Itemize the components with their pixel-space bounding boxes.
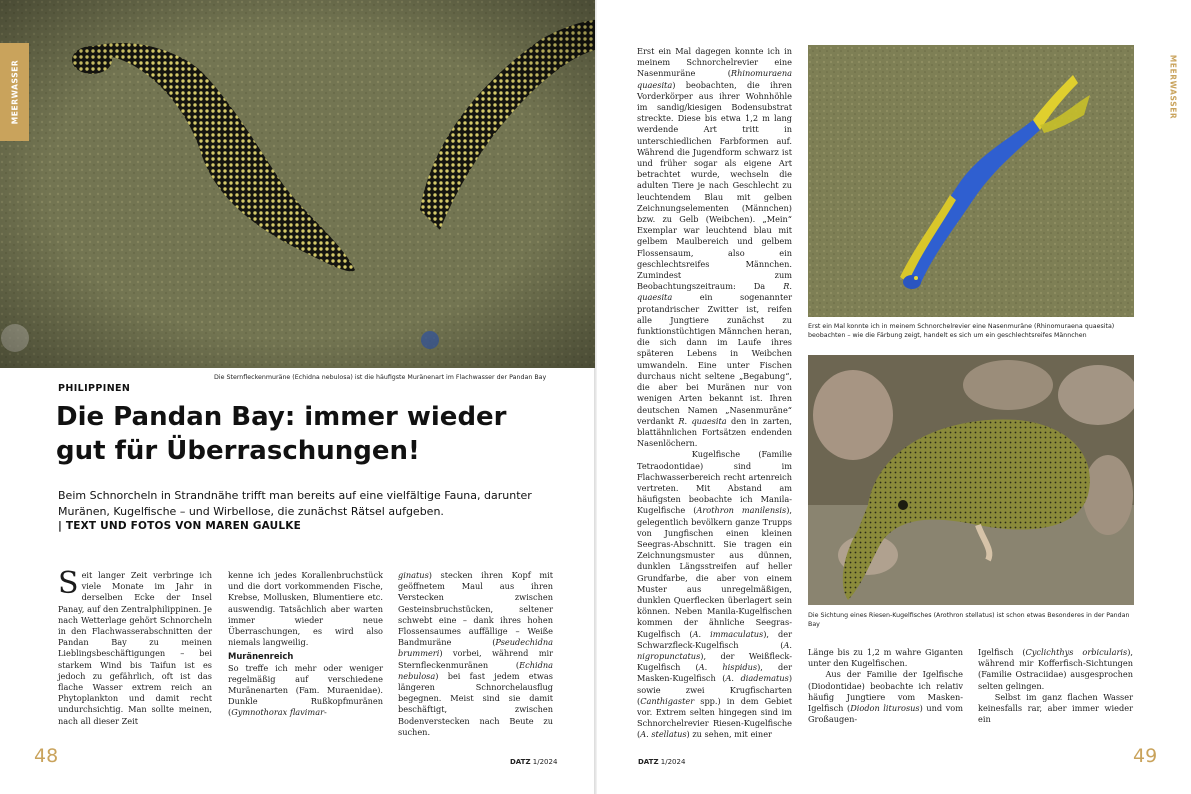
section-tab-right-label: MEERWASSER <box>1168 54 1178 120</box>
folio-left-issue: 1/2024 <box>532 758 558 766</box>
moray-photo <box>0 0 595 368</box>
article-lead: Beim Schnorcheln in Strandnähe trifft man bereits auf eine vielfältige Fauna, darunter Muränen, Kugelfische – und Wirbellose, die zunächst Rätsel aufgeben. <box>58 489 532 518</box>
folio-left <box>510 758 557 766</box>
folio-right <box>638 758 685 766</box>
article-byline: | TEXT UND FOTOS VON MAREN GAULKE <box>58 520 301 532</box>
ribbon-eel-caption: Erst ein Mal konnte ich in meinem Schnorchelrevier eine Nasenmuräne (Rhinomuraena quaesita) beobachten – wie die Färbung zeigt, handelt es sich um ein geschlechtsreifes Männchen <box>808 323 1115 339</box>
page-number-right: 49 <box>1133 745 1158 767</box>
pufferfish-photo <box>808 355 1134 605</box>
moray-caption: Die Sternfleckenmuräne (Echidna nebulosa) ist die häufigste Muränenart im Flachwasser der Pandan Bay <box>214 374 547 381</box>
drop-cap: S <box>58 566 79 601</box>
folio-right-mag: DATZ <box>638 758 659 766</box>
title-line-2: gut für Überraschungen! <box>56 436 420 466</box>
article-title <box>56 400 556 468</box>
section-tab-label: MEERWASSER <box>10 59 19 125</box>
section-tab-right <box>1165 52 1181 122</box>
body-column-3: ginatus) stecken ihren Kopf mit geöffnetem Maul aus ihren Verstecken zwischen Gesteinsbruchstücken, seltener schwebt eine – dank ihres hohen Flossensaumes auffällige – Weiße Bandmuräne (Pseudechidna brummeri) vorbei, während mir Sternfleckenmuränen (Echidna nebulosa) bei fast jedem etwas längeren Schnorchelausflug begegnen. Meist sind sie damit beschäftigt, zwischen Bodenverstecken nach Beute zu suchen. <box>398 570 553 737</box>
body-column-4: Erst ein Mal dagegen konnte ich in meinem Schnorchelrevier eine Nasenmuräne (Rhinomuraena quaesita) beobachten, die ihren Vorderkörper aus ihrer Wohnhöhle im sandig/kiesigen Bodensubstrat streckte. Diese bis etwa 1,2 m lang werdende Art tritt in unterschiedlichen Farbformen auf. Während die Jugendform schwarz ist und früher sogar als eigene Art betrachtet wurde, wechseln die adulten Tiere je nach Geschlecht zu leuchtendem Blau mit gelben Zeichnungselementen (Männchen) bzw. zu Gelb (Weibchen). „Mein“ Exemplar war leuchtend blau mit gelbem Maulbereich und gelbem Flossensaum, also ein geschlechtsreifes Männchen. Zumindest zum Beobachtungszeitraum: Da R. quaesita ein sogenannter protandrischer Zwitter ist, reifen alle Jungtiere zunächst zu funktionstüchtigen Männchen heran, die sich dann im Laufe ihres späteren Lebens in Weibchen umwandeln. Eine unter Fischen durchaus nicht seltene „Begabung“, die aber bei Muränen nur von wenigen Arten bekannt ist. Ihren deutschen Namen „Nasenmuräne“ verdankt R. quaesita den in zarten, blattähnlichen Fortsätzen endenden Nasenlöchern. Kugelfische (Familie Tetraodontidae) sind im Flachwasserbereich recht artenreich vertreten. Mit Abstand am häufigsten beobachte ich Manila-Kugelfische (Arothron manilensis), gelegentlich bevölkern ganze Trupps von Jungfischen einen kleinen Seegras-Abschnitt. Sie tragen ein Zeichnungsmuster aus dünnen, dunklen Längsstreifen auf heller Grundfarbe, die aber von einem Muster aus unregelmäßigen, dunklen Querflecken überlagert sein können. Neben Manila-Kugelfischen kommen der ähnliche Seegras-Kugelfisch (A. immaculatus), der Schwarzfleck-Kugelfisch (A. nigropunctatus), der Weißfleck-Kugelfisch (A. hispidus), der Masken-Kugelfisch (A. diadematus) sowie zwei Krugfischarten (Canthigaster spp.) in dem Gebiet vor. Extrem selten hingegen sind im Schnorchelrevier Riesen-Kugelfische (A. stellatus) zu sehen, mit einer <box>637 46 793 740</box>
body-column-1: Seit langer Zeit verbringe ich viele Monate im Jahr in derselben Ecke der Insel Panay, auf den Zentralphilippinen. Je nach Wetterlage gehört Schnorcheln in den Flachwasserabschnitten der Pandan Bay zu meinen Lieblingsbeschäftigungen – bei starkem Wind bis Taifun ist es jedoch zu gefährlich, oft ist das flache Wasser extrem reich an Phytoplankton und damit recht undurchsichtig. Man sollte meinen, nach all dieser Zeit <box>58 566 212 726</box>
folio-right-issue: 1/2024 <box>660 758 686 766</box>
body-column-5: Länge bis zu 1,2 m wahre Giganten unter den Kugelfischen. Aus der Familie der Igelfische (Diodontidae) beobachte ich relativ häufig Jungtiere vom Masken-Igelfisch (Diodon liturosus) und vom Großaugen- <box>808 647 963 725</box>
title-line-1: Die Pandan Bay: immer wieder <box>56 402 507 432</box>
section-subhead: Muränenreich <box>228 651 294 662</box>
pufferfish-caption: Die Sichtung eines Riesen-Kugelfisches (Arothron stellatus) ist schon etwas Besonderes in der Pandan Bay <box>808 612 1130 628</box>
body-column-6: Igelfisch (Cyclichthys orbicularis), während mir Kofferfisch-Sichtungen (Familie Ostraciidae) ausgesprochen selten gelingen. Selbst im ganz flachen Wasser keinesfalls rar, aber immer wieder ein <box>978 647 1133 725</box>
body-column-2: kenne ich jedes Korallenbruchstück und die dort vorkommenden Fische, Krebse, Mollusken, Blumentiere etc. auswendig. Tatsächlich aber warten immer wieder neue Überraschungen, es wird also niemals langweilig. Muränenreich So treffe ich mehr oder weniger regelmäßig auf verschiedene Muränenarten (Fam. Muraenidae). Dunkle Rußkopfmuränen (Gymnothorax flavimar- <box>228 570 383 718</box>
section-tab <box>0 43 29 141</box>
page-number-left: 48 <box>34 745 59 767</box>
ribbon-eel-photo <box>808 45 1134 317</box>
folio-left-mag: DATZ <box>510 758 531 766</box>
article-kicker: PHILIPPINEN <box>58 383 131 394</box>
